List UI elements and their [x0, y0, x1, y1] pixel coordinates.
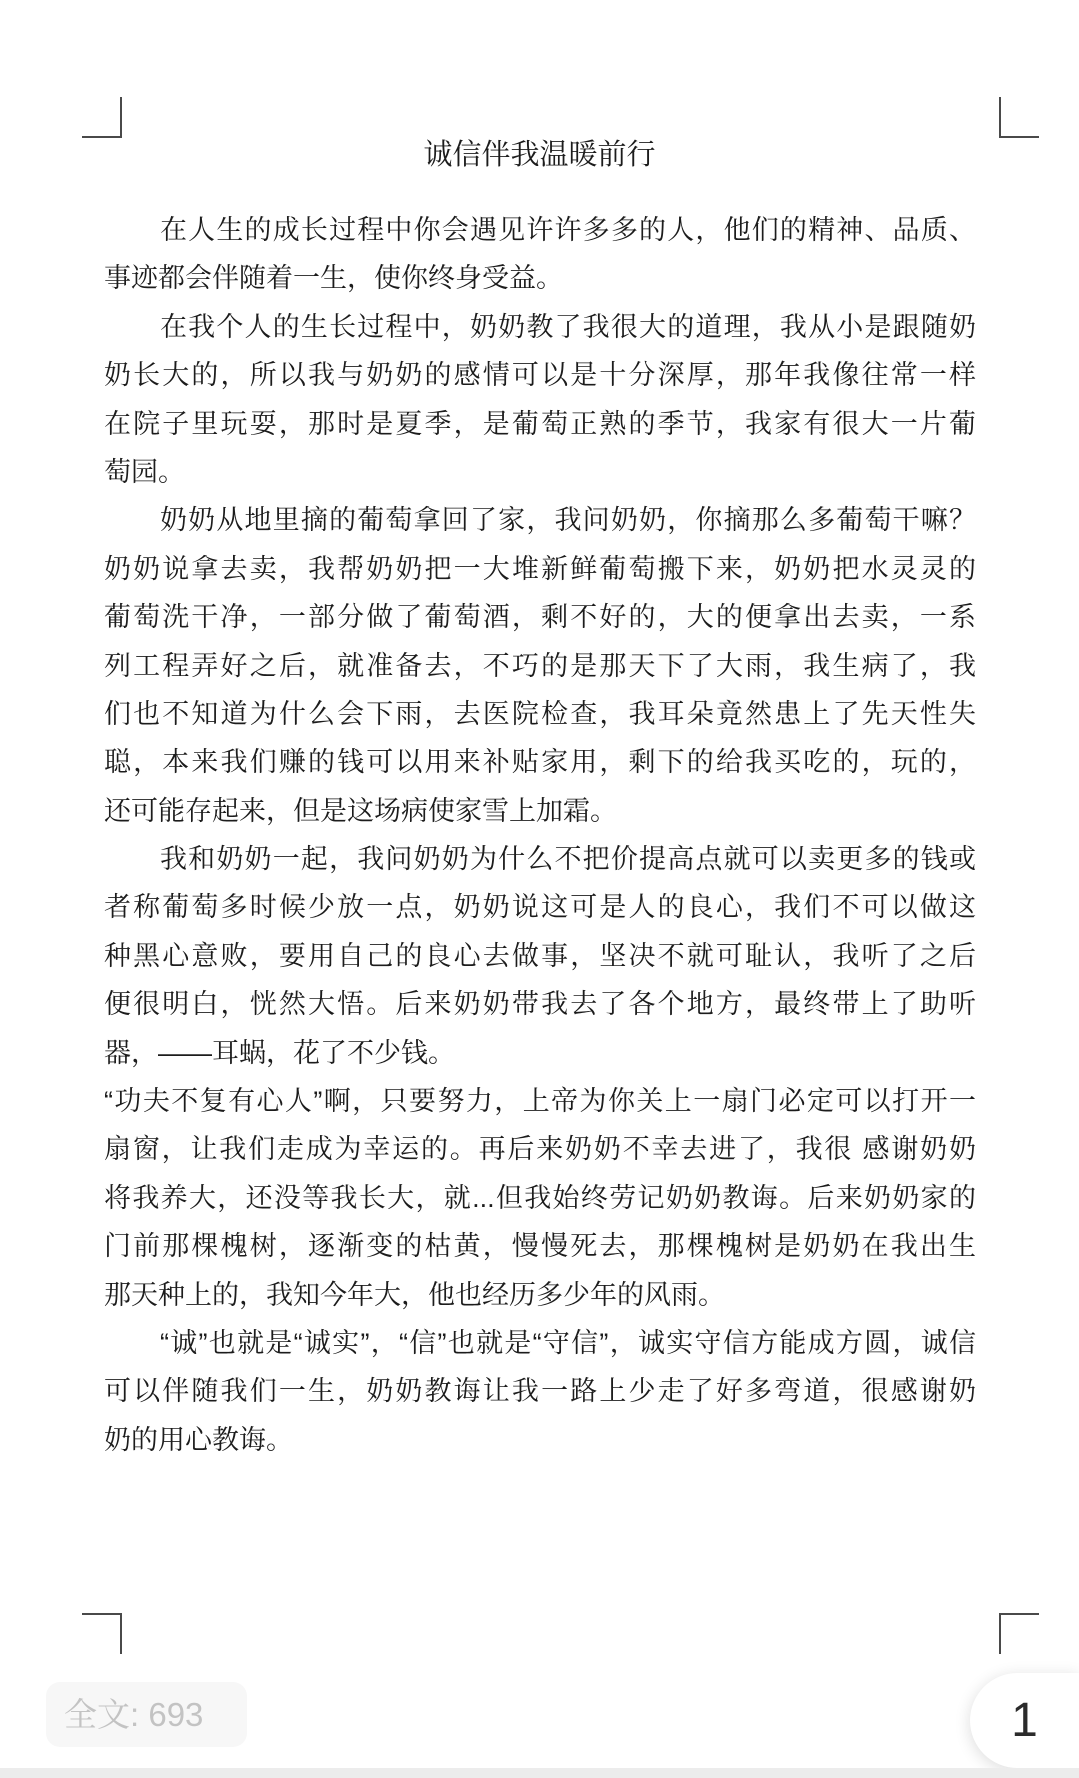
body-line[interactable]: 奶的用心教诲。	[104, 1424, 293, 1455]
body-line[interactable]: 聪，本来我们赚的钱可以用来补贴家用，剩下的给我买吃的，玩的，	[104, 747, 976, 778]
body-line[interactable]: “诚”也就是“诚实”，“信”也就是“守信”，诚实守信方能成方圆，诚信	[160, 1327, 976, 1358]
body-line[interactable]: 们也不知道为什么会下雨，去医院检查，我耳朵竟然患上了先天性失	[104, 698, 976, 729]
corner-mark-top-right	[999, 97, 1039, 138]
document-title[interactable]: 诚信伴我温暖前行	[423, 139, 656, 171]
body-line[interactable]: 奶奶说拿去卖，我帮奶奶把一大堆新鲜葡萄搬下来，奶奶把水灵灵的	[104, 553, 976, 584]
body-line[interactable]: 在院子里玩耍，那时是夏季，是葡萄正熟的季节，我家有很大一片葡	[104, 408, 976, 439]
body-line[interactable]: 器，——耳蜗，花了不少钱。	[104, 1037, 455, 1068]
body-line[interactable]: 种黑心意败，要用自己的良心去做事，坚决不就可耻认，我听了之后	[104, 940, 976, 971]
body-line[interactable]: 列工程弄好之后，就准备去，不巧的是那天下了大雨，我生病了，我	[104, 650, 976, 681]
body-line[interactable]: 那天种上的，我知今年大，他也经历多少年的风雨。	[104, 1279, 725, 1310]
body-line[interactable]: 将我养大，还没等我长大，就...但我始终劳记奶奶教诲。后来奶奶家的	[104, 1182, 976, 1213]
page-number-label: 1	[1011, 1694, 1038, 1747]
body-line[interactable]: 可以伴随我们一生，奶奶教诲让我一路上少走了好多弯道，很感谢奶	[104, 1376, 976, 1407]
page-number-badge[interactable]	[970, 1673, 1079, 1768]
body-line[interactable]: 事迹都会伴随着一生，使你终身受益。	[104, 263, 563, 294]
corner-mark-bottom-left	[82, 1613, 122, 1654]
body-line[interactable]: 还可能存起来，但是这场病使家雪上加霜。	[104, 795, 617, 826]
body-line[interactable]: 我和奶奶一起，我问奶奶为什么不把价提高点就可以卖更多的钱或	[160, 844, 976, 875]
page-gap-strip	[0, 1768, 1079, 1778]
body-line[interactable]: 便很明白，恍然大悟。后来奶奶带我去了各个地方，最终带上了助听	[104, 989, 976, 1020]
body-line[interactable]: 奶长大的，所以我与奶奶的感情可以是十分深厚，那年我像往常一样	[104, 360, 976, 391]
body-line[interactable]: 在我个人的生长过程中，奶奶教了我很大的道理，我从小是跟随奶	[160, 311, 976, 342]
body-line[interactable]: 葡萄洗干净，一部分做了葡萄酒，剩不好的，大的便拿出去卖，一系	[104, 602, 976, 633]
corner-mark-top-left	[82, 97, 122, 138]
body-line[interactable]: 萄园。	[104, 456, 185, 487]
body-line[interactable]: 在人生的成长过程中你会遇见许许多多的人，他们的精神、品质、	[160, 215, 976, 245]
word-count-pill[interactable]: 全文: 693	[46, 1682, 247, 1747]
corner-mark-bottom-right	[999, 1613, 1039, 1654]
body-line[interactable]: 门前那棵槐树，逐渐变的枯黄，慢慢死去，那棵槐树是奶奶在我出生	[104, 1231, 976, 1262]
body-line[interactable]: “功夫不复有心人”啊，只要努力，上帝为你关上一扇门必定可以打开一	[104, 1086, 976, 1117]
body-line[interactable]: 奶奶从地里摘的葡萄拿回了家，我问奶奶，你摘那么多葡萄干嘛？	[160, 505, 976, 536]
body-line[interactable]: 扇窗，让我们走成为幸运的。再后来奶奶不幸去进了，我很 感谢奶奶	[104, 1134, 976, 1165]
body-line[interactable]: 者称葡萄多时候少放一点，奶奶说这可是人的良心，我们不可以做这	[104, 892, 976, 923]
document-body[interactable]	[104, 206, 976, 1464]
